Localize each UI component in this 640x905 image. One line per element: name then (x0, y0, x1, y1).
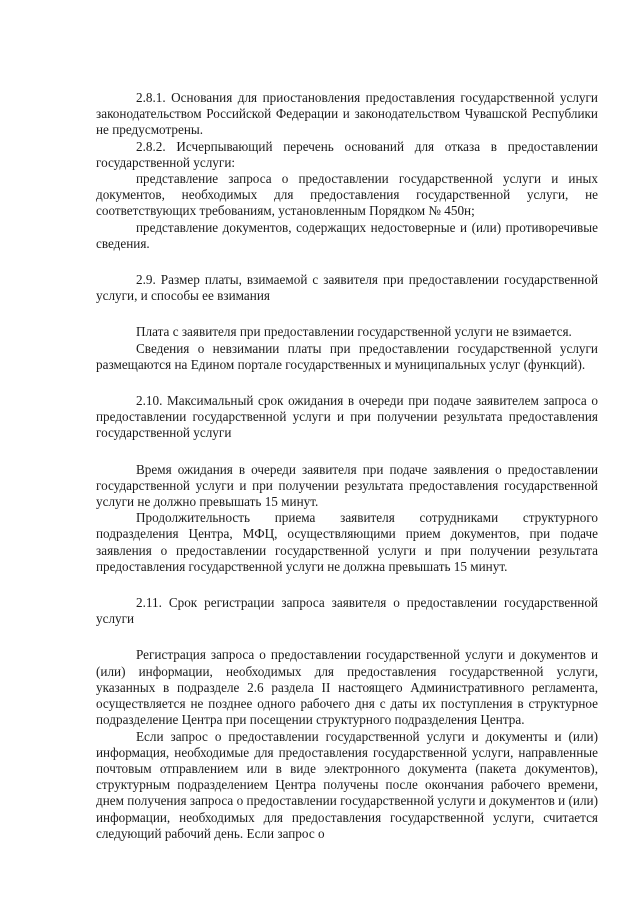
paragraph-fee-not-charged: Плата с заявителя при предоставлении государственной услуги не взимается. (136, 324, 572, 340)
paragraph-2-8-2: 2.8.2. Исчерпывающий перечень оснований для отказа в предоставлении государственной услуги: (96, 138, 598, 170)
section-heading-2-10: 2.10. Максимальный срок ожидания в очереди при подаче заявителем запроса о предоставлении государственной услуги и при получении результата предоставления государственной услуги (96, 393, 598, 441)
paragraph-after-hours-receipt: Если запрос о предоставлении государственной услуги и документы и (или) информация, необходимые для предоставления государственной услуги, направленные почтовым отправлением или в виде электронного документа (пакета документов), структурным подразделением Центра получены после окончания рабочего времени, днем получения запроса о предоставлении государственной услуги и документов и (или) информации, необходимых для предоставления государственной услуги, считается следующий рабочий день. Если запрос о (96, 728, 598, 841)
document-body (96, 90, 598, 842)
spacer (96, 575, 598, 595)
section-heading-2-9: 2.9. Размер платы, взимаемой с заявителя при предоставлении государственной услуги, и способы ее взимания (96, 272, 598, 304)
spacer (96, 252, 598, 272)
section-heading-2-11: 2.11. Срок регистрации запроса заявителя о предоставлении государственной услуги (96, 595, 598, 627)
spacer (96, 442, 598, 462)
paragraph-waiting-time: Время ожидания в очереди заявителя при подаче заявления о предоставлении государственной услуги и при получении результата предоставления государственной услуги не должно превышать 15 минут. (96, 461, 598, 510)
paragraph-refusal-reason-2: представление документов, содержащих недостоверные и (или) противоречивые сведения. (96, 219, 598, 251)
paragraph-registration-term: Регистрация запроса о предоставлении государственной услуги и документов и (или) информации, необходимых для предоставления государственной услуги, указанных в подразделе 2.6 раздела II настоящего Административного регламента, осуществляется не позднее одного рабочего дня с даты их поступления в структурное подразделение Центра при посещении структурного подразделения Центра. (96, 647, 598, 728)
spacer (96, 373, 598, 393)
paragraph-fee-info-portal: Сведения о невзимании платы при предоставлении государственной услуги размещаются на Едином портале государственных и муниципальных услуг (функций). (96, 340, 598, 372)
paragraph-refusal-reason-1: представление запроса о предоставлении государственной услуги и иных документов, необходимых для предоставления государственной услуги, не соответствующих требованиям, установленным Порядком № 450н; (96, 171, 598, 219)
paragraph-2-8-1: 2.8.1. Основания для приостановления предоставления государственной услуги законодательством Российской Федерации и законодательством Чувашской Республики не предусмотрены. (96, 90, 598, 138)
spacer (96, 304, 598, 324)
paragraph-reception-duration: Продолжительность приема заявителя сотрудниками структурного подразделения Центра, МФЦ, осуществляющими прием документов, при подаче заявления о предоставлении государственной услуги и при получении результата предоставления государственной услуги не должна превышать 15 минут. (96, 510, 598, 574)
spacer (96, 627, 598, 647)
